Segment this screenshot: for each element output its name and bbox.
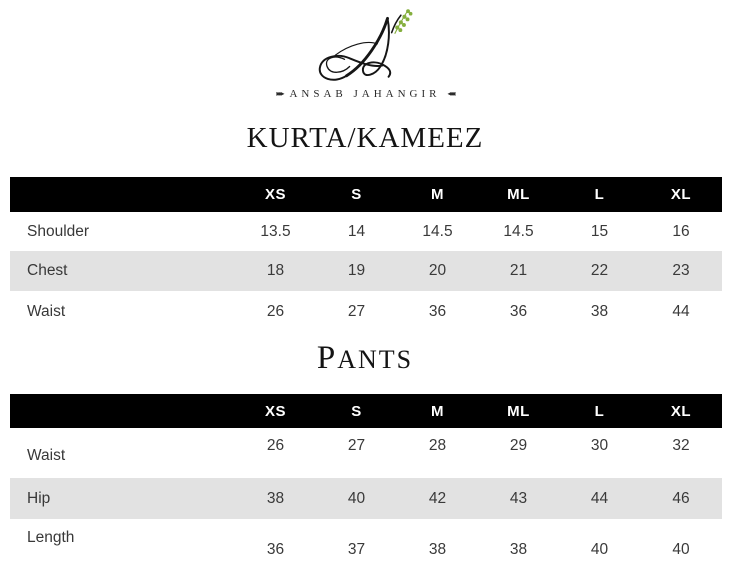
section-title-pants: PANTS bbox=[316, 340, 414, 376]
size-value-cell: 40 bbox=[590, 541, 609, 558]
size-value-cell: 40 bbox=[316, 478, 397, 519]
size-value-cell: 30 bbox=[590, 437, 609, 454]
size-value-cell: 43 bbox=[478, 478, 559, 519]
size-value-cell: 44 bbox=[559, 478, 640, 519]
size-value-cell: 37 bbox=[347, 541, 366, 558]
row-label: Shoulder bbox=[27, 222, 90, 240]
table-row-length bbox=[10, 519, 722, 567]
size-value-cell: 27 bbox=[347, 437, 366, 454]
size-column-header: S bbox=[316, 177, 397, 212]
size-value-cell: 14 bbox=[347, 222, 366, 240]
size-value-cell: 14.5 bbox=[422, 222, 453, 240]
size-value-cell: 21 bbox=[478, 251, 559, 291]
row-label: Waist bbox=[27, 447, 66, 464]
kurta-header-row bbox=[10, 177, 722, 212]
size-value-cell: 14.5 bbox=[503, 222, 534, 240]
size-value-cell: 36 bbox=[428, 302, 447, 320]
size-value-cell: 38 bbox=[509, 541, 528, 558]
size-value-cell: 26 bbox=[266, 302, 285, 320]
table-row-chest bbox=[10, 251, 722, 291]
arrow-ornament-left-icon: ▸▸▸ bbox=[276, 88, 283, 98]
size-value-cell: 29 bbox=[509, 437, 528, 454]
size-column-header: XL bbox=[640, 177, 722, 212]
size-column-header: L bbox=[559, 394, 640, 428]
brand-name: ANSAB JAHANGIR bbox=[289, 88, 441, 100]
size-column-header: XL bbox=[640, 394, 722, 428]
row-label: Length bbox=[27, 529, 75, 546]
size-column-header bbox=[10, 177, 235, 212]
size-column-header: S bbox=[316, 394, 397, 428]
size-column-header: ML bbox=[478, 177, 559, 212]
arrow-ornament-right-icon: ◂◂◂ bbox=[447, 88, 454, 98]
calligraphic-a-monogram bbox=[320, 15, 401, 79]
size-value-cell: 16 bbox=[672, 222, 690, 240]
size-value-cell: 22 bbox=[559, 251, 640, 291]
size-value-cell: 42 bbox=[397, 478, 478, 519]
size-value-cell: 32 bbox=[672, 437, 690, 454]
table-row-waist bbox=[10, 291, 722, 332]
size-value-cell: 38 bbox=[428, 541, 447, 558]
row-label: Hip bbox=[10, 478, 235, 519]
size-value-cell: 38 bbox=[235, 478, 316, 519]
size-value-cell: 27 bbox=[347, 302, 366, 320]
size-column-header bbox=[10, 394, 235, 428]
size-column-header: ML bbox=[478, 394, 559, 428]
kurta-kameez-size-table bbox=[10, 177, 722, 332]
size-column-header: L bbox=[559, 177, 640, 212]
size-value-cell: 28 bbox=[428, 437, 447, 454]
section-title-kurta-kameez: KURTA/KAMEEZ bbox=[246, 122, 484, 154]
size-value-cell: 26 bbox=[266, 437, 285, 454]
brand-name-line bbox=[0, 87, 730, 101]
size-value-cell: 20 bbox=[397, 251, 478, 291]
size-value-cell: 36 bbox=[266, 541, 285, 558]
table-row-waist bbox=[10, 428, 722, 478]
size-column-header: XS bbox=[235, 394, 316, 428]
size-column-header: M bbox=[397, 177, 478, 212]
size-value-cell: 38 bbox=[590, 302, 609, 320]
size-value-cell: 46 bbox=[640, 478, 722, 519]
size-value-cell: 18 bbox=[235, 251, 316, 291]
size-value-cell: 15 bbox=[590, 222, 609, 240]
size-column-header: M bbox=[397, 394, 478, 428]
row-label: Waist bbox=[27, 302, 66, 320]
brand-logo bbox=[0, 0, 730, 87]
size-value-cell: 40 bbox=[672, 541, 690, 558]
size-column-header: XS bbox=[235, 177, 316, 212]
size-value-cell: 44 bbox=[672, 302, 690, 320]
size-value-cell: 23 bbox=[640, 251, 722, 291]
row-label: Chest bbox=[10, 251, 235, 291]
size-value-cell: 36 bbox=[509, 302, 528, 320]
size-value-cell: 13.5 bbox=[260, 222, 291, 240]
table-row-shoulder bbox=[10, 212, 722, 251]
monogram-logo-icon bbox=[313, 5, 417, 87]
size-value-cell: 19 bbox=[316, 251, 397, 291]
pants-size-table bbox=[10, 394, 722, 567]
